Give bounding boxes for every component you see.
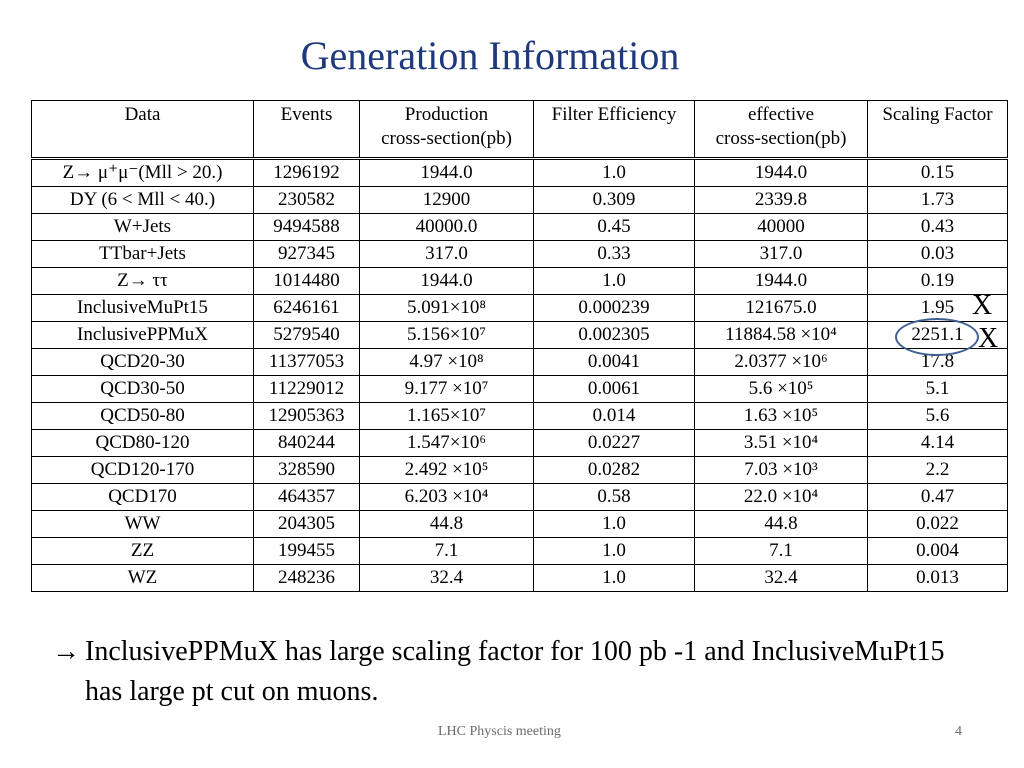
cell-effective: 121675.0 <box>695 295 868 322</box>
header-data: Data <box>32 101 254 159</box>
table-header-row <box>32 101 1008 159</box>
cell-effective: 1.63 ×10⁵ <box>695 403 868 430</box>
cell-effective: 44.8 <box>695 511 868 538</box>
cell-production: 2.492 ×10⁵ <box>360 457 534 484</box>
table-row <box>32 349 1008 376</box>
cell-data: Z→ μ⁺μ⁻(Mll > 20.) <box>32 159 254 187</box>
cell-scaling-factor: 0.19 <box>868 268 1008 295</box>
bullet-point <box>52 632 952 712</box>
cell-filter-efficiency: 0.014 <box>534 403 695 430</box>
cell-filter-efficiency: 0.0282 <box>534 457 695 484</box>
cell-filter-efficiency: 0.0041 <box>534 349 695 376</box>
cell-effective: 5.6 ×10⁵ <box>695 376 868 403</box>
cell-events: 464357 <box>254 484 360 511</box>
cell-filter-efficiency: 0.0227 <box>534 430 695 457</box>
cell-data: QCD30-50 <box>32 376 254 403</box>
cell-filter-efficiency: 0.0061 <box>534 376 695 403</box>
highlight-circle <box>895 318 979 356</box>
table-row <box>32 322 1008 349</box>
cell-effective: 7.03 ×10³ <box>695 457 868 484</box>
cell-data: InclusiveMuPt15 <box>32 295 254 322</box>
cell-scaling-factor: 1.95 <box>868 295 1008 322</box>
cell-effective: 22.0 ×10⁴ <box>695 484 868 511</box>
cell-effective: 3.51 ×10⁴ <box>695 430 868 457</box>
cell-events: 6246161 <box>254 295 360 322</box>
header-effective: effective cross-section(pb) <box>695 101 868 159</box>
table-row <box>32 565 1008 592</box>
cell-events: 328590 <box>254 457 360 484</box>
cell-production: 9.177 ×10⁷ <box>360 376 534 403</box>
cell-data: QCD20-30 <box>32 349 254 376</box>
cell-effective: 1944.0 <box>695 159 868 187</box>
header-scaling-factor: Scaling Factor <box>868 101 1008 159</box>
table-row <box>32 376 1008 403</box>
cell-production: 4.97 ×10⁸ <box>360 349 534 376</box>
cell-data: QCD50-80 <box>32 403 254 430</box>
cell-events: 1014480 <box>254 268 360 295</box>
cell-events: 11377053 <box>254 349 360 376</box>
cell-data: QCD120-170 <box>32 457 254 484</box>
cell-filter-efficiency: 1.0 <box>534 268 695 295</box>
cell-filter-efficiency: 0.33 <box>534 241 695 268</box>
cell-production: 1944.0 <box>360 159 534 187</box>
cell-production: 7.1 <box>360 538 534 565</box>
table-row <box>32 511 1008 538</box>
cell-filter-efficiency: 0.002305 <box>534 322 695 349</box>
table-row <box>32 403 1008 430</box>
cell-production: 5.091×10⁸ <box>360 295 534 322</box>
cell-effective: 1944.0 <box>695 268 868 295</box>
table-row <box>32 187 1008 214</box>
cell-production: 5.156×10⁷ <box>360 322 534 349</box>
cell-effective: 317.0 <box>695 241 868 268</box>
cell-events: 840244 <box>254 430 360 457</box>
cell-filter-efficiency: 1.0 <box>534 565 695 592</box>
cell-effective: 2339.8 <box>695 187 868 214</box>
generation-table <box>31 100 1008 592</box>
cell-events: 1296192 <box>254 159 360 187</box>
cell-events: 9494588 <box>254 214 360 241</box>
cell-filter-efficiency: 0.000239 <box>534 295 695 322</box>
cell-events: 927345 <box>254 241 360 268</box>
cell-production: 12900 <box>360 187 534 214</box>
cell-filter-efficiency: 1.0 <box>534 538 695 565</box>
cell-data: WW <box>32 511 254 538</box>
cell-events: 230582 <box>254 187 360 214</box>
page-number: 4 <box>955 724 962 739</box>
cell-data: DY (6 < Mll < 40.) <box>32 187 254 214</box>
cell-scaling-factor: 2251.1 <box>868 322 1008 349</box>
table-row <box>32 484 1008 511</box>
cell-scaling-factor: 0.15 <box>868 159 1008 187</box>
cell-production: 32.4 <box>360 565 534 592</box>
cell-production: 1.165×10⁷ <box>360 403 534 430</box>
cell-scaling-factor: 2.2 <box>868 457 1008 484</box>
cell-data: QCD80-120 <box>32 430 254 457</box>
cell-scaling-factor: 17.8 <box>868 349 1008 376</box>
cell-events: 204305 <box>254 511 360 538</box>
table-row <box>32 214 1008 241</box>
annotation-x-mark: X <box>972 290 993 321</box>
cell-scaling-factor: 5.6 <box>868 403 1008 430</box>
table-row <box>32 538 1008 565</box>
cell-effective: 7.1 <box>695 538 868 565</box>
cell-data: Z→ ττ <box>32 268 254 295</box>
header-events: Events <box>254 101 360 159</box>
arrow-icon: → <box>52 636 80 667</box>
cell-events: 5279540 <box>254 322 360 349</box>
cell-effective: 11884.58 ×10⁴ <box>695 322 868 349</box>
table-row <box>32 457 1008 484</box>
cell-scaling-factor: 0.03 <box>868 241 1008 268</box>
cell-data: ZZ <box>32 538 254 565</box>
cell-production: 317.0 <box>360 241 534 268</box>
cell-production: 44.8 <box>360 511 534 538</box>
cell-production: 1944.0 <box>360 268 534 295</box>
cell-scaling-factor: 0.47 <box>868 484 1008 511</box>
cell-filter-efficiency: 0.45 <box>534 214 695 241</box>
table-row <box>32 241 1008 268</box>
bullet-text: InclusivePPMuX has large scaling factor for 100 pb -1 and InclusiveMuPt15 has large pt cut on muons. <box>85 636 945 707</box>
header-filter-efficiency: Filter Efficiency <box>534 101 695 159</box>
cell-scaling-factor: 1.73 <box>868 187 1008 214</box>
cell-events: 12905363 <box>254 403 360 430</box>
cell-effective: 32.4 <box>695 565 868 592</box>
table-body <box>32 159 1008 592</box>
table-row <box>32 430 1008 457</box>
footer-text: LHC Physcis meeting <box>438 724 561 739</box>
cell-production: 6.203 ×10⁴ <box>360 484 534 511</box>
cell-production: 40000.0 <box>360 214 534 241</box>
cell-events: 199455 <box>254 538 360 565</box>
cell-scaling-factor: 0.43 <box>868 214 1008 241</box>
cell-effective: 40000 <box>695 214 868 241</box>
cell-events: 248236 <box>254 565 360 592</box>
cell-filter-efficiency: 1.0 <box>534 159 695 187</box>
cell-filter-efficiency: 0.309 <box>534 187 695 214</box>
cell-filter-efficiency: 1.0 <box>534 511 695 538</box>
header-production: Production cross-section(pb) <box>360 101 534 159</box>
cell-events: 11229012 <box>254 376 360 403</box>
cell-data: WZ <box>32 565 254 592</box>
cell-production: 1.547×10⁶ <box>360 430 534 457</box>
table-row <box>32 268 1008 295</box>
cell-data: TTbar+Jets <box>32 241 254 268</box>
table-row <box>32 159 1008 187</box>
annotation-x-mark: X <box>978 323 999 354</box>
cell-scaling-factor: 4.14 <box>868 430 1008 457</box>
cell-scaling-factor: 0.004 <box>868 538 1008 565</box>
cell-data: W+Jets <box>32 214 254 241</box>
slide-title: Generation Information <box>300 33 680 78</box>
table-row <box>32 295 1008 322</box>
cell-data: QCD170 <box>32 484 254 511</box>
cell-scaling-factor: 0.022 <box>868 511 1008 538</box>
cell-filter-efficiency: 0.58 <box>534 484 695 511</box>
cell-scaling-factor: 5.1 <box>868 376 1008 403</box>
cell-scaling-factor: 0.013 <box>868 565 1008 592</box>
cell-data: InclusivePPMuX <box>32 322 254 349</box>
cell-effective: 2.0377 ×10⁶ <box>695 349 868 376</box>
